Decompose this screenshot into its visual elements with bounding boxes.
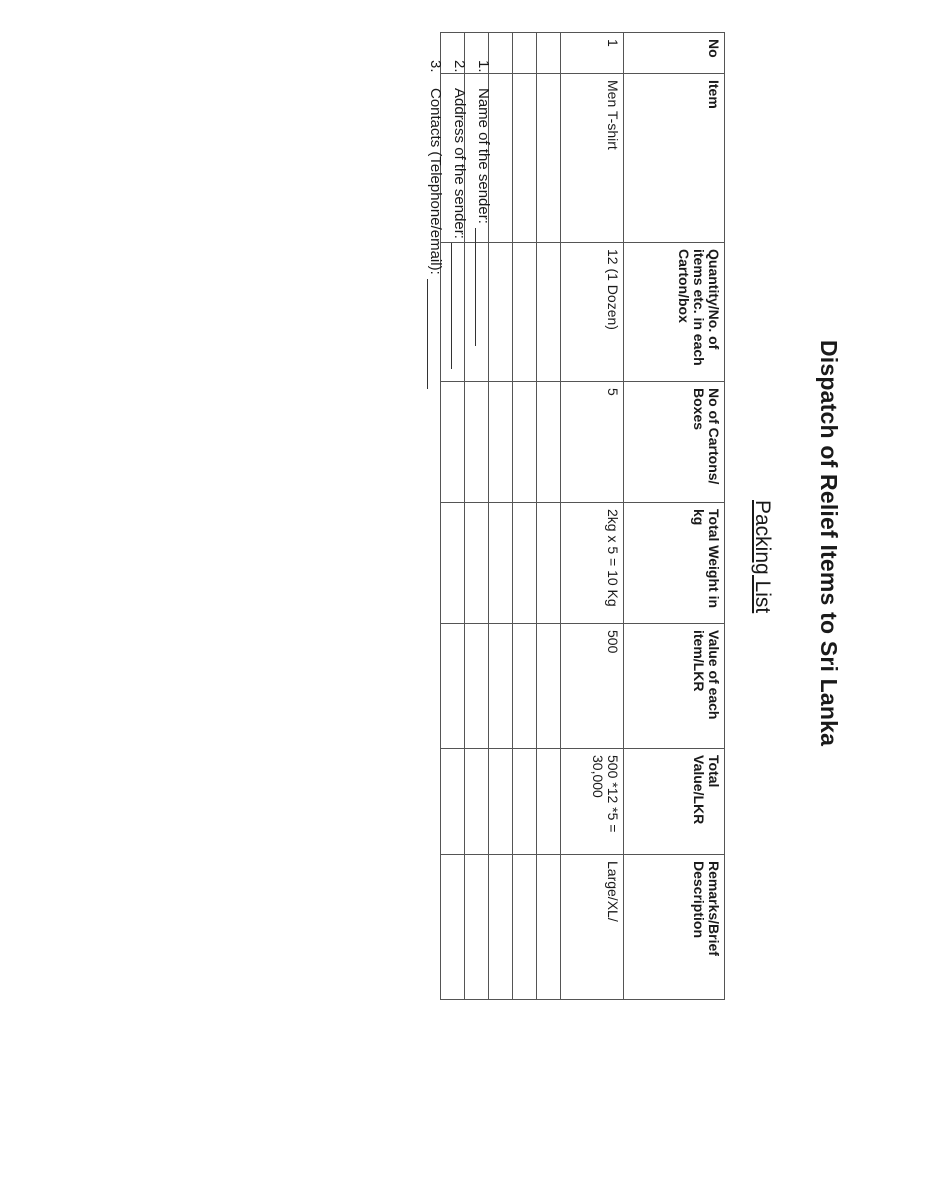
cell-quantity: 12 (1 Dozen) xyxy=(561,243,624,382)
sender-address-field xyxy=(451,60,475,389)
header-cartons: No of Cartons/ Boxes xyxy=(624,382,725,503)
table-header-row xyxy=(624,33,725,1000)
header-total-value: Total Value/LKR xyxy=(624,749,725,855)
list-number: 2. xyxy=(451,60,468,73)
header-remarks: Remarks/Brief Description xyxy=(624,855,725,1000)
cell-item: Men T-shirt xyxy=(561,74,624,243)
table-row xyxy=(561,33,624,1000)
header-quantity: Quantity/No. of items etc. in each Carton/box xyxy=(624,243,725,382)
sender-contacts-field xyxy=(427,60,451,389)
field-label: Address of the sender: xyxy=(451,88,468,239)
sender-name-field xyxy=(475,60,499,389)
cell-weight: 2kg x 5 = 10 Kg xyxy=(561,503,624,624)
header-value-each: Value of each item/LKR xyxy=(624,624,725,749)
cell-remarks: Large/XL/ xyxy=(561,855,624,1000)
cell-total-value: 500 *12 *5 = 30,000 xyxy=(561,749,624,855)
document-title: Dispatch of Relief Items to Sri Lanka xyxy=(816,340,842,747)
field-label: Contacts (Telephone/email): xyxy=(427,88,444,275)
empty-table-row xyxy=(513,33,537,1000)
blank-line xyxy=(427,279,441,389)
blank-line xyxy=(475,228,489,346)
list-number: 1. xyxy=(475,60,492,73)
cell-value-each: 500 xyxy=(561,624,624,749)
header-item: Item xyxy=(624,74,725,243)
blank-line xyxy=(451,243,465,369)
document-subtitle: Packing List xyxy=(751,500,774,614)
cell-cartons: 5 xyxy=(561,382,624,503)
list-number: 3. xyxy=(427,60,444,73)
sender-details-list xyxy=(427,60,499,389)
cell-no: 1 xyxy=(561,33,624,74)
header-no: No xyxy=(624,33,725,74)
field-label: Name of the sender: xyxy=(475,88,492,224)
header-weight: Total Weight in kg xyxy=(624,503,725,624)
empty-table-row xyxy=(537,33,561,1000)
